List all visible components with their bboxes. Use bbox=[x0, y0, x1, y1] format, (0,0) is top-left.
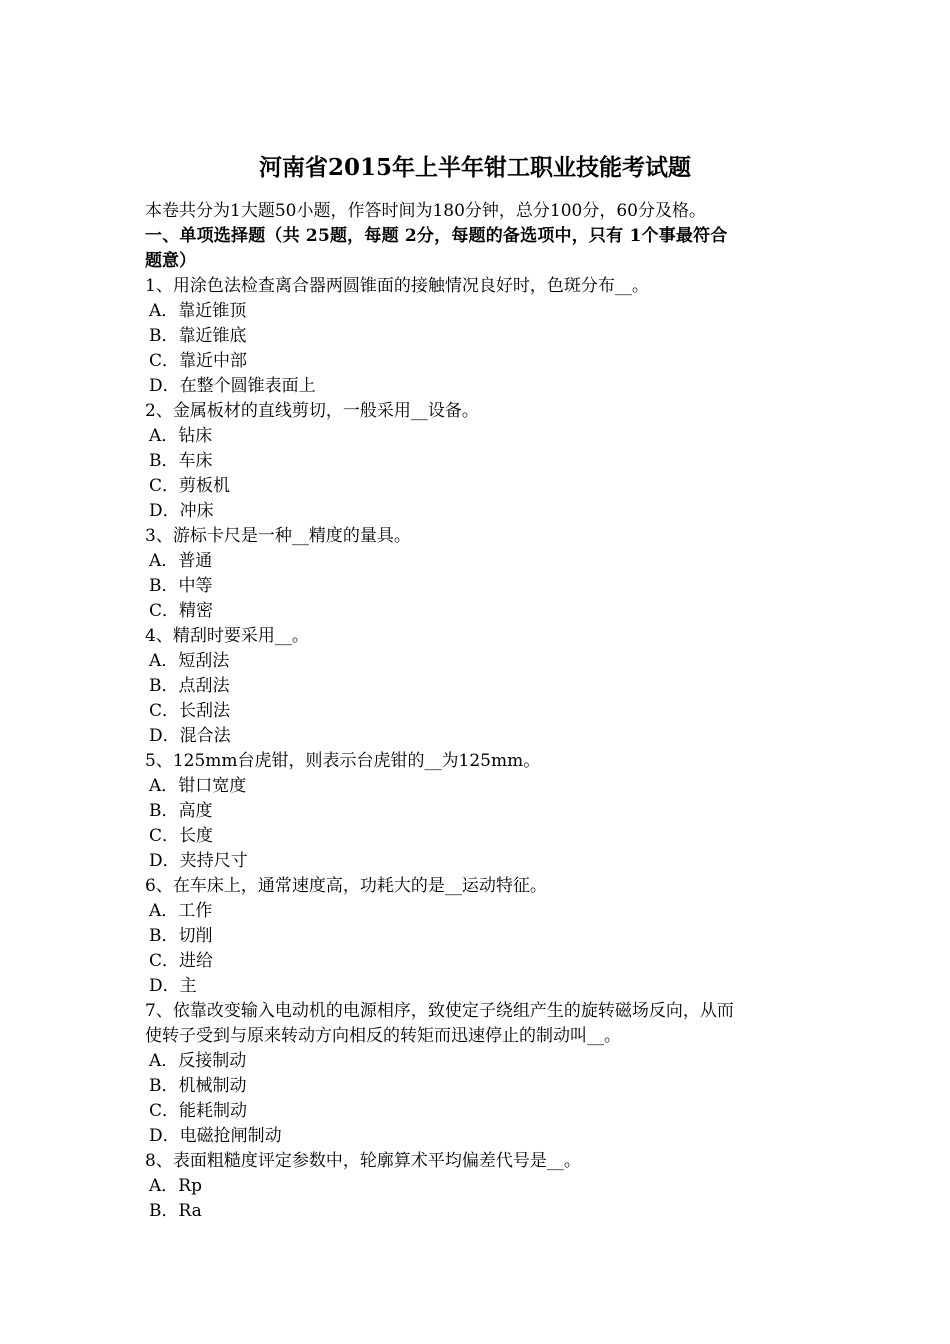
answer-option: C．能耗制动 bbox=[149, 1101, 248, 1121]
answer-option: A．靠近锥顶 bbox=[149, 301, 247, 321]
answer-option: B．高度 bbox=[149, 801, 213, 821]
document-body bbox=[145, 199, 815, 1224]
question-block bbox=[145, 999, 815, 1149]
answer-option: D．冲床 bbox=[149, 501, 214, 521]
question-block bbox=[145, 1149, 815, 1224]
question-block bbox=[145, 524, 815, 624]
section-heading-cont: 题意） bbox=[145, 251, 196, 271]
answer-option: D．在整个圆锥表面上 bbox=[149, 376, 316, 396]
answer-option: B．靠近锥底 bbox=[149, 326, 247, 346]
question-stem: 1、用涂色法检查离合器两圆锥面的接触情况良好时，色斑分布__。 bbox=[145, 276, 649, 296]
question-stem: 8、表面粗糙度评定参数中，轮廓算术平均偏差代号是__。 bbox=[145, 1151, 581, 1171]
answer-option: B．点刮法 bbox=[149, 676, 230, 696]
answer-option: A．钳口宽度 bbox=[149, 776, 247, 796]
answer-option: C．靠近中部 bbox=[149, 351, 248, 371]
document-title: 河南省2015年上半年钳工职业技能考试题 bbox=[258, 154, 691, 181]
question-block bbox=[145, 749, 815, 874]
answer-option: A．短刮法 bbox=[149, 651, 230, 671]
answer-option: B．机械制动 bbox=[149, 1076, 247, 1096]
answer-option: A．普通 bbox=[149, 551, 213, 571]
intro-text: 本卷共分为1大题50小题，作答时间为180分钟，总分100分，60分及格。 bbox=[145, 201, 706, 221]
answer-option: D．混合法 bbox=[149, 726, 231, 746]
question-stem: 2、金属板材的直线剪切，一般采用__设备。 bbox=[145, 401, 479, 421]
answer-option: A．反接制动 bbox=[149, 1051, 247, 1071]
question-stem: 3、游标卡尺是一种__精度的量具。 bbox=[145, 526, 411, 546]
answer-option: C．长度 bbox=[149, 826, 214, 846]
answer-option: D．电磁抢闸制动 bbox=[149, 1126, 282, 1146]
answer-option: B．Ra bbox=[149, 1201, 202, 1221]
answer-option: C．长刮法 bbox=[149, 701, 231, 721]
answer-option: A．Rp bbox=[149, 1176, 202, 1196]
question-block bbox=[145, 874, 815, 999]
answer-option: D．主 bbox=[149, 976, 197, 996]
answer-option: A．工作 bbox=[149, 901, 213, 921]
question-list bbox=[145, 274, 815, 1224]
question-stem: 使转子受到与原来转动方向相反的转矩而迅速停止的制动叫__。 bbox=[145, 1026, 621, 1046]
answer-option: B．车床 bbox=[149, 451, 213, 471]
answer-option: D．夹持尺寸 bbox=[149, 851, 248, 871]
question-stem: 6、在车床上，通常速度高，功耗大的是__运动特征。 bbox=[145, 876, 547, 896]
question-stem: 7、依靠改变输入电动机的电源相序，致使定子绕组产生的旋转磁场反向，从而 bbox=[145, 1001, 734, 1021]
answer-option: B．切削 bbox=[149, 926, 213, 946]
question-block bbox=[145, 274, 815, 399]
question-stem: 4、精刮时要采用__。 bbox=[145, 626, 309, 646]
answer-option: C．进给 bbox=[149, 951, 214, 971]
section-heading: 一、单项选择题（共 25题，每题 2分，每题的备选项中，只有 1个事最符合 bbox=[145, 226, 728, 246]
question-stem: 5、125mm台虎钳，则表示台虎钳的__为125mm。 bbox=[145, 751, 541, 771]
question-block bbox=[145, 624, 815, 749]
answer-option: B．中等 bbox=[149, 576, 213, 596]
answer-option: C．精密 bbox=[149, 601, 214, 621]
answer-option: C．剪板机 bbox=[149, 476, 231, 496]
question-block bbox=[145, 399, 815, 524]
answer-option: A．钻床 bbox=[149, 426, 213, 446]
